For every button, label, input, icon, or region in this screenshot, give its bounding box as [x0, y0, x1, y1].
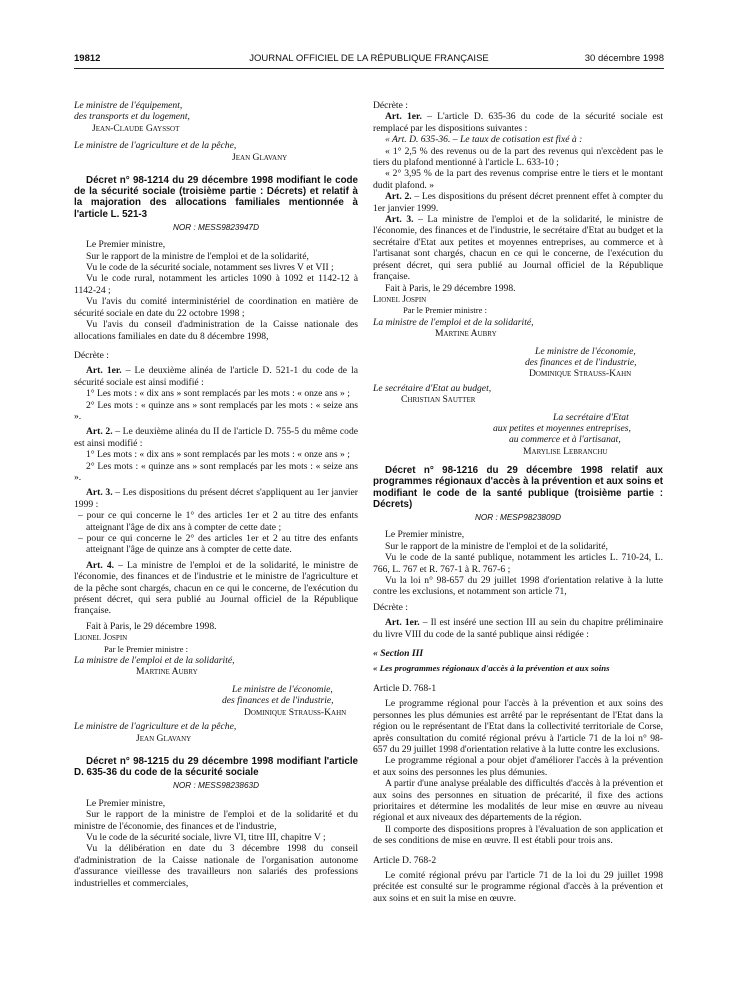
- paragraph: 2° Les mots : « quinze ans » sont remplacés par les mots : « seize ans ».: [74, 460, 358, 483]
- signatory-name: Lionel Jospin: [74, 632, 128, 644]
- paragraph: Le programme régional pour l'accès à la prévention et aux soins des personnes les plus démunies est arrêté par le représentant de l'Etat dans la région ou le représentant de l'Etat dans la collectivité territoriale de Corse, après consultation du comité régional prévu à l'article 71 de la loi n° 98-657 du 29 juillet 1998 d'orientation relative à la lutte contre les exclusions.: [373, 698, 663, 755]
- paragraph: « 2° 3,95 % de la part des revenus comprise entre le tiers et le montant dudit plafond. »: [373, 168, 663, 191]
- paragraph: Sur le rapport de la ministre de l'emploi et de la solidarité,: [86, 250, 309, 262]
- paragraph: Le Premier ministre,: [385, 529, 465, 541]
- place-date: Fait à Paris, le 29 décembre 1998.: [385, 282, 516, 294]
- paragraph: Le Premier ministre,: [86, 239, 166, 251]
- signatory-name: Martine Aubry: [435, 328, 497, 340]
- paragraph: Vu l'avis du comité interministériel de coordination en matière de sécurité sociale en date du 22 octobre 1998 ;: [74, 296, 358, 319]
- article: Art. 3. – La ministre de l'emploi et de la solidarité, le ministre de l'économie, des finances et de l'industrie, le secrétaire d'Etat au budget et la secrétaire d'Etat aux petites et moyennes entreprises, au commerce et à l'artisanat sont chargés, chacun en ce qui le concerne, de l'exécution du présent décret, qui sera publié au Journal officiel de la République française.: [373, 214, 664, 283]
- article: Art. 2. – Les dispositions du présent décret prennent effet à compter du 1er janvier 1999.: [373, 191, 663, 214]
- signatory-title: au commerce et à l'artisanat,: [509, 434, 621, 446]
- paragraph: Vu le code rural, notamment les articles 1090 à 1092 et 1142-12 à 1142-24 ;: [74, 273, 358, 296]
- paragraph: Il comporte des dispositions propres à l'évaluation de son application et de ses conditions de mise en œuvre. Il est établi pour trois ans.: [373, 823, 663, 847]
- paragraph: Sur le rapport de la ministre de l'emploi et de la solidarité,: [385, 540, 608, 552]
- journal-title: JOURNAL OFFICIEL DE LA RÉPUBLIQUE FRANÇAISE: [249, 53, 489, 64]
- article-heading: Article D. 768-2: [373, 854, 437, 866]
- by-pm: Par le Premier ministre :: [403, 305, 488, 316]
- by-pm: Par le Premier ministre :: [104, 643, 189, 654]
- article: Art. 1er. – Le deuxième alinéa de l'article D. 521-1 du code de la sécurité sociale est ainsi modifié :: [74, 365, 358, 388]
- signatory-title: Le ministre de l'agriculture et de la pêche,: [74, 721, 237, 733]
- signatory-title: Le secrétaire d'Etat au budget,: [373, 382, 492, 394]
- signatory-name: Dominique Strauss-Kahn: [529, 368, 632, 380]
- paragraph: 1° Les mots : « dix ans » sont remplacés par les mots : « onze ans » ;: [86, 449, 350, 461]
- paragraph: Sur le rapport de la ministre de l'emploi et de la solidarité et du ministre de l'économie, des finances et de l'industrie,: [74, 809, 358, 832]
- signatory-title: aux petites et moyennes entreprises,: [493, 422, 631, 434]
- signatory-title: des transports et du logement,: [74, 111, 190, 123]
- paragraph: Le comité régional prévu par l'article 71 de la loi du 29 juillet 1998 précitée est consulté sur le programme régional d'accès à la prévention et aux soins et en suit la mise en œuvre.: [373, 869, 663, 904]
- place-date: Fait à Paris, le 29 décembre 1998.: [86, 620, 217, 632]
- nor-reference: NOR : MESP9823809D: [474, 513, 561, 522]
- paragraph: 1° Les mots : « dix ans » sont remplacés par les mots : « onze ans » ;: [86, 388, 350, 400]
- decree-title: Décret n° 98-1214 du 29 décembre 1998 modifiant le code de la sécurité sociale (troisième partie : Décrets) et relatif à la majoration des allocations familiales mentionnée à l'article L. 521-3: [74, 175, 358, 220]
- signatory-title: La secrétaire d'Etat: [553, 411, 629, 423]
- issue-date: 30 décembre 1998: [584, 53, 664, 64]
- paragraph: Vu le code de la santé publique, notamment les articles L. 710-24, L. 766, L. 767 et R. 767-1 à R. 767-6 ;: [373, 552, 663, 575]
- nor-reference: NOR : MESS9823863D: [172, 781, 259, 791]
- paragraph: Le programme régional a pour objet d'améliorer l'accès à la prévention et aux soins des personnes les plus démunies.: [373, 755, 663, 778]
- signatory-name: Lionel Jospin: [373, 293, 427, 305]
- left-column: [74, 100, 358, 889]
- signatory-title: La ministre de l'emploi et de la solidarité,: [74, 655, 235, 667]
- paragraph: Vu la loi n° 98-657 du 29 juillet 1998 d'orientation relative à la lutte contre les exclusions, et notamment son article 71,: [373, 575, 663, 598]
- article-heading: Article D. 768-1: [373, 682, 437, 694]
- signatory-title: des finances et de l'industrie,: [222, 695, 334, 707]
- paragraph: « 1° 2,5 % des revenus ou de la part des revenus qui n'excèdent pas le tiers du plafond mentionné à l'article L. 633-10 ;: [373, 145, 663, 169]
- list-item: – pour ce qui concerne le 2° des articles 1er et 2 au titre des enfants atteignant l'âge de quinze ans à compter de cette date.: [78, 533, 358, 556]
- signatory-title: des finances et de l'industrie,: [525, 356, 637, 368]
- decree-title: Décret n° 98-1216 du 29 décembre 1998 relatif aux programmes régionaux d'accès à la prévention et aux soins et modifiant le code de la santé publique (troisième partie : Décrets): [373, 465, 663, 510]
- signatory-title: La ministre de l'emploi et de la solidarité,: [373, 316, 534, 328]
- signatory-name: Jean Glavany: [232, 151, 288, 163]
- decree-title: Décret n° 98-1215 du 29 décembre 1998 modifiant l'article D. 635-36 du code de la sécurité sociale: [74, 755, 358, 779]
- paragraph: A partir d'une analyse préalable des difficultés d'accès à la prévention et aux soins des personnes en situation de précarité, il fixe des actions prioritaires et détermine les modalités de leur mise en œuvre au niveau régional et aux niveaux des départements de la région.: [373, 778, 663, 824]
- signatory-name: Martine Aubry: [136, 666, 198, 678]
- list-item: – pour ce qui concerne le 1° des articles 1er et 2 au titre des enfants atteignant l'âge de dix ans à compter de cette date ;: [78, 510, 358, 533]
- signatory-title: Le ministre de l'agriculture et de la pêche,: [74, 140, 237, 152]
- paragraph: Vu la délibération en date du 3 décembre 1998 du conseil d'administration de la Caisse nationale de l'organisation autonome d'assurance vieillesse des travailleurs non salariés des professions industrielles et commerciales,: [74, 843, 358, 889]
- paragraph: Vu l'avis du conseil d'administration de la Caisse nationale des allocations familiales en date du 8 décembre 1998,: [74, 319, 358, 342]
- page-number: 19812: [74, 53, 101, 64]
- decrete-heading: Décrète :: [373, 100, 408, 111]
- paragraph: Le Premier ministre,: [86, 797, 166, 809]
- section-title: « Les programmes régionaux d'accès à la prévention et aux soins: [373, 663, 610, 674]
- paragraph: Vu le code de la sécurité sociale, notamment ses livres V et VII ;: [86, 262, 334, 274]
- paragraph: Vu le code de la sécurité sociale, livre VI, titre III, chapitre V ;: [86, 831, 326, 843]
- article: Art. 4. – La ministre de l'emploi et de la solidarité, le ministre de l'économie, des finances et de l'industrie et le ministre de l'agriculture et de la pêche sont chargés, chacun en ce qui le concerne, de l'exécution du présent décret, qui sera publié au Journal officiel de la République française.: [74, 559, 359, 617]
- paragraph: « Art. D. 635-36. – Le taux de cotisation est fixé à :: [385, 134, 583, 146]
- section-heading: « Section III: [373, 648, 424, 660]
- signatory-title: Le ministre de l'équipement,: [74, 100, 183, 111]
- article: Art. 3. – Les dispositions du présent décret s'appliquent au 1er janvier 1999 :: [74, 487, 359, 510]
- right-column: [373, 100, 663, 904]
- signatory-name: Dominique Strauss-Kahn: [244, 706, 347, 718]
- decrete-heading: Décrète :: [74, 349, 109, 361]
- paragraph: 2° Les mots : « quinze ans » sont remplacés par les mots : « seize ans ».: [74, 399, 358, 422]
- signatory-name: Jean Glavany: [136, 732, 192, 744]
- header-rule: [74, 68, 664, 69]
- signatory-name: Christian Sautter: [401, 394, 476, 406]
- signatory-name: Marylise Lebranchu: [523, 445, 608, 457]
- signatory-title: Le ministre de l'économie,: [535, 345, 636, 357]
- article: Art. 1er. – Il est inséré une section III au sein du chapitre préliminaire du livre VIII du code de la santé publique ainsi rédigée :: [373, 617, 663, 640]
- signatory-title: Le ministre de l'économie,: [232, 683, 333, 695]
- article: Art. 1er. – L'article D. 635-36 du code de la sécurité sociale est remplacé par les dispositions suivantes :: [373, 111, 663, 134]
- page-header: [74, 53, 664, 69]
- article: Art. 2. – Le deuxième alinéa du II de l'article D. 755-5 du même code est ainsi modifié :: [74, 426, 358, 449]
- nor-reference: NOR : MESS9823947D: [172, 222, 259, 232]
- signatory-name: Jean-Claude Gayssot: [92, 122, 180, 134]
- decrete-heading: Décrète :: [373, 601, 408, 613]
